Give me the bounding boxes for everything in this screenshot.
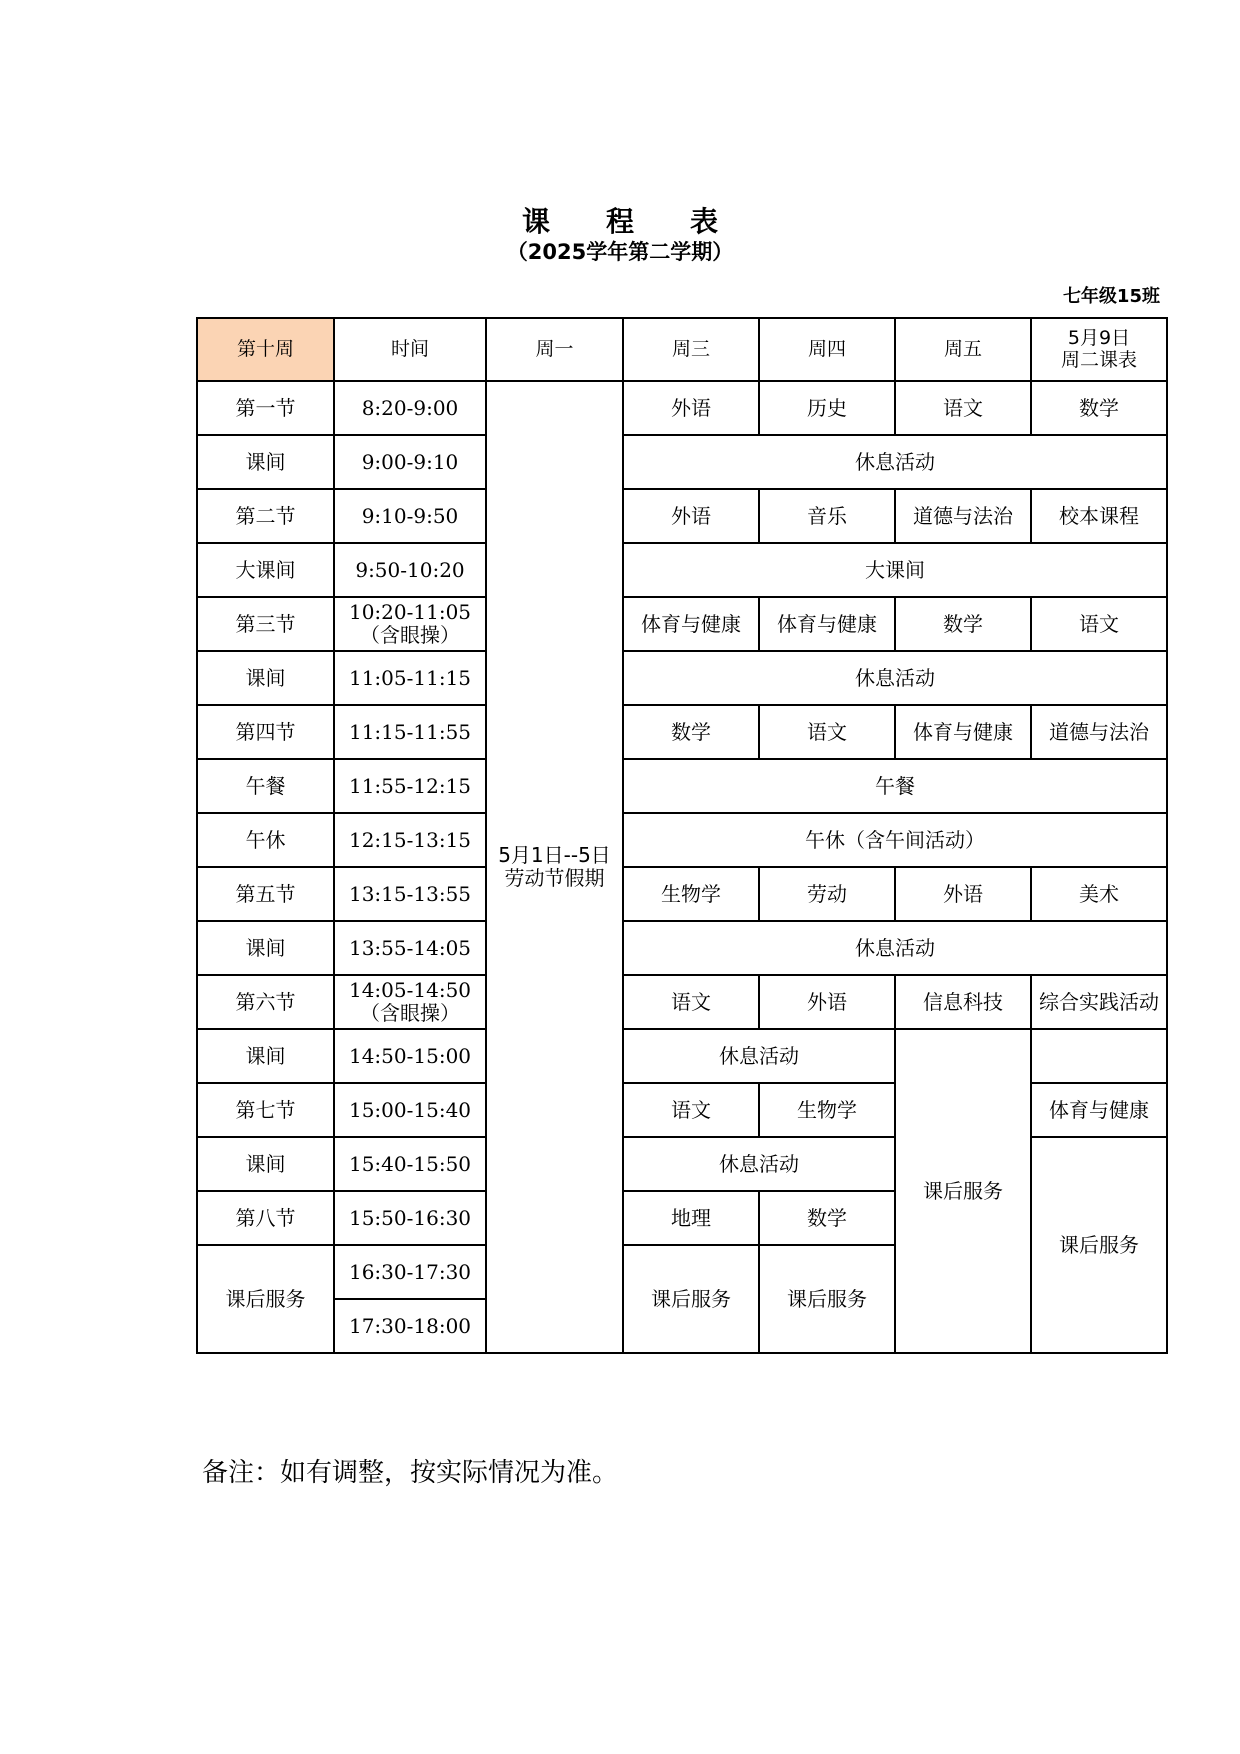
tuesday-note: 周二课表 [1060,348,1137,371]
period-label: 课间 [197,1137,334,1191]
class-cell: 数学 [623,705,759,759]
period-label: 课间 [197,651,334,705]
thursday-header: 周四 [759,318,895,381]
week-header: 第十周 [197,318,334,381]
class-cell: 数学 [1031,381,1167,435]
period-label: 课间 [197,921,334,975]
table-row [197,705,1167,759]
class-cell: 体育与健康 [623,597,759,651]
time-range: 14:05-14:50 [348,978,472,1002]
class-cell: 外语 [623,381,759,435]
time-cell [334,597,486,651]
break-cell: 休息活动 [623,1137,895,1191]
period-label: 第六节 [197,975,334,1029]
time-cell: 12:15-13:15 [334,813,486,867]
table-row [197,867,1167,921]
period-label: 课间 [197,1029,334,1083]
period-label: 大课间 [197,543,334,597]
time-cell: 11:55-12:15 [334,759,486,813]
period-label: 课间 [197,435,334,489]
class-cell: 体育与健康 [895,705,1031,759]
class-cell: 外语 [623,489,759,543]
period-label: 第二节 [197,489,334,543]
table-row [197,759,1167,813]
class-label: 七年级15班 [1062,286,1160,307]
class-cell: 道德与法治 [1031,705,1167,759]
time-cell: 15:40-15:50 [334,1137,486,1191]
period-label: 第一节 [197,381,334,435]
class-cell: 语文 [623,1083,759,1137]
class-cell: 生物学 [759,1083,895,1137]
class-cell: 语文 [895,381,1031,435]
time-cell: 14:50-15:00 [334,1029,486,1083]
class-cell: 校本课程 [1031,489,1167,543]
break-cell: 休息活动 [623,921,1167,975]
footnote: 备注：如有调整，按实际情况为准。 [202,1458,619,1488]
time-cell: 11:15-11:55 [334,705,486,759]
after-school-cell-friday: 课后服务 [895,1029,1031,1353]
time-cell: 11:05-11:15 [334,651,486,705]
time-range: 10:20-11:05 [348,600,472,624]
time-note: （含眼操） [360,1001,460,1025]
period-label: 第四节 [197,705,334,759]
schedule-table [196,317,1168,1354]
page-title: 课 程 表 [521,205,718,238]
class-cell: 语文 [1031,597,1167,651]
class-cell: 综合实践活动 [1031,975,1167,1029]
tuesday-date: 5月9日 [1067,326,1131,349]
time-cell: 9:00-9:10 [334,435,486,489]
time-cell: 13:15-13:55 [334,867,486,921]
break-cell: 休息活动 [623,1029,895,1083]
period-label: 课后服务 [197,1245,334,1353]
class-cell: 语文 [759,705,895,759]
table-row [197,651,1167,705]
class-cell: 美术 [1031,867,1167,921]
class-cell: 数学 [895,597,1031,651]
after-school-cell-wednesday: 课后服务 [623,1245,759,1353]
class-cell: 体育与健康 [759,597,895,651]
holiday-name: 劳动节假期 [504,866,605,890]
tuesday-schedule-header [1031,318,1167,381]
class-cell: 生物学 [623,867,759,921]
time-cell: 9:50-10:20 [334,543,486,597]
table-row [197,813,1167,867]
period-label: 第五节 [197,867,334,921]
table-row [197,975,1167,1029]
period-label: 午餐 [197,759,334,813]
class-cell: 数学 [759,1191,895,1245]
class-cell: 体育与健康 [1031,1083,1167,1137]
header-row [197,318,1167,381]
break-cell: 午餐 [623,759,1167,813]
table-row [197,921,1167,975]
after-school-cell-tuesday: 课后服务 [1031,1137,1167,1353]
class-cell: 道德与法治 [895,489,1031,543]
class-cell: 历史 [759,381,895,435]
monday-header: 周一 [486,318,623,381]
after-school-cell-thursday: 课后服务 [759,1245,895,1353]
class-cell: 地理 [623,1191,759,1245]
table-row [197,597,1167,651]
friday-header: 周五 [895,318,1031,381]
table-row [197,543,1167,597]
time-cell: 15:00-15:40 [334,1083,486,1137]
time-cell: 15:50-16:30 [334,1191,486,1245]
class-cell: 劳动 [759,867,895,921]
class-cell: 音乐 [759,489,895,543]
class-cell: 语文 [623,975,759,1029]
class-cell: 信息科技 [895,975,1031,1029]
period-label: 第七节 [197,1083,334,1137]
time-cell: 9:10-9:50 [334,489,486,543]
time-cell: 13:55-14:05 [334,921,486,975]
break-cell: 休息活动 [623,651,1167,705]
time-note: （含眼操） [360,623,460,647]
period-label: 午休 [197,813,334,867]
holiday-date: 5月1日--5日 [498,843,611,867]
table-row [197,435,1167,489]
time-header: 时间 [334,318,486,381]
table-row [197,489,1167,543]
period-label: 第八节 [197,1191,334,1245]
time-cell: 16:30-17:30 [334,1245,486,1299]
table-row [197,381,1167,435]
time-cell: 17:30-18:00 [334,1299,486,1353]
table-row [197,1029,1167,1083]
time-cell [334,975,486,1029]
holiday-cell [486,381,623,1353]
class-cell: 外语 [759,975,895,1029]
wednesday-header: 周三 [623,318,759,381]
class-cell [1031,1029,1167,1083]
break-cell: 休息活动 [623,435,1167,489]
page-subtitle: （2025学年第二学期） [506,240,734,264]
class-cell: 外语 [895,867,1031,921]
time-cell: 8:20-9:00 [334,381,486,435]
break-cell: 午休（含午间活动） [623,813,1167,867]
break-cell: 大课间 [623,543,1167,597]
period-label: 第三节 [197,597,334,651]
